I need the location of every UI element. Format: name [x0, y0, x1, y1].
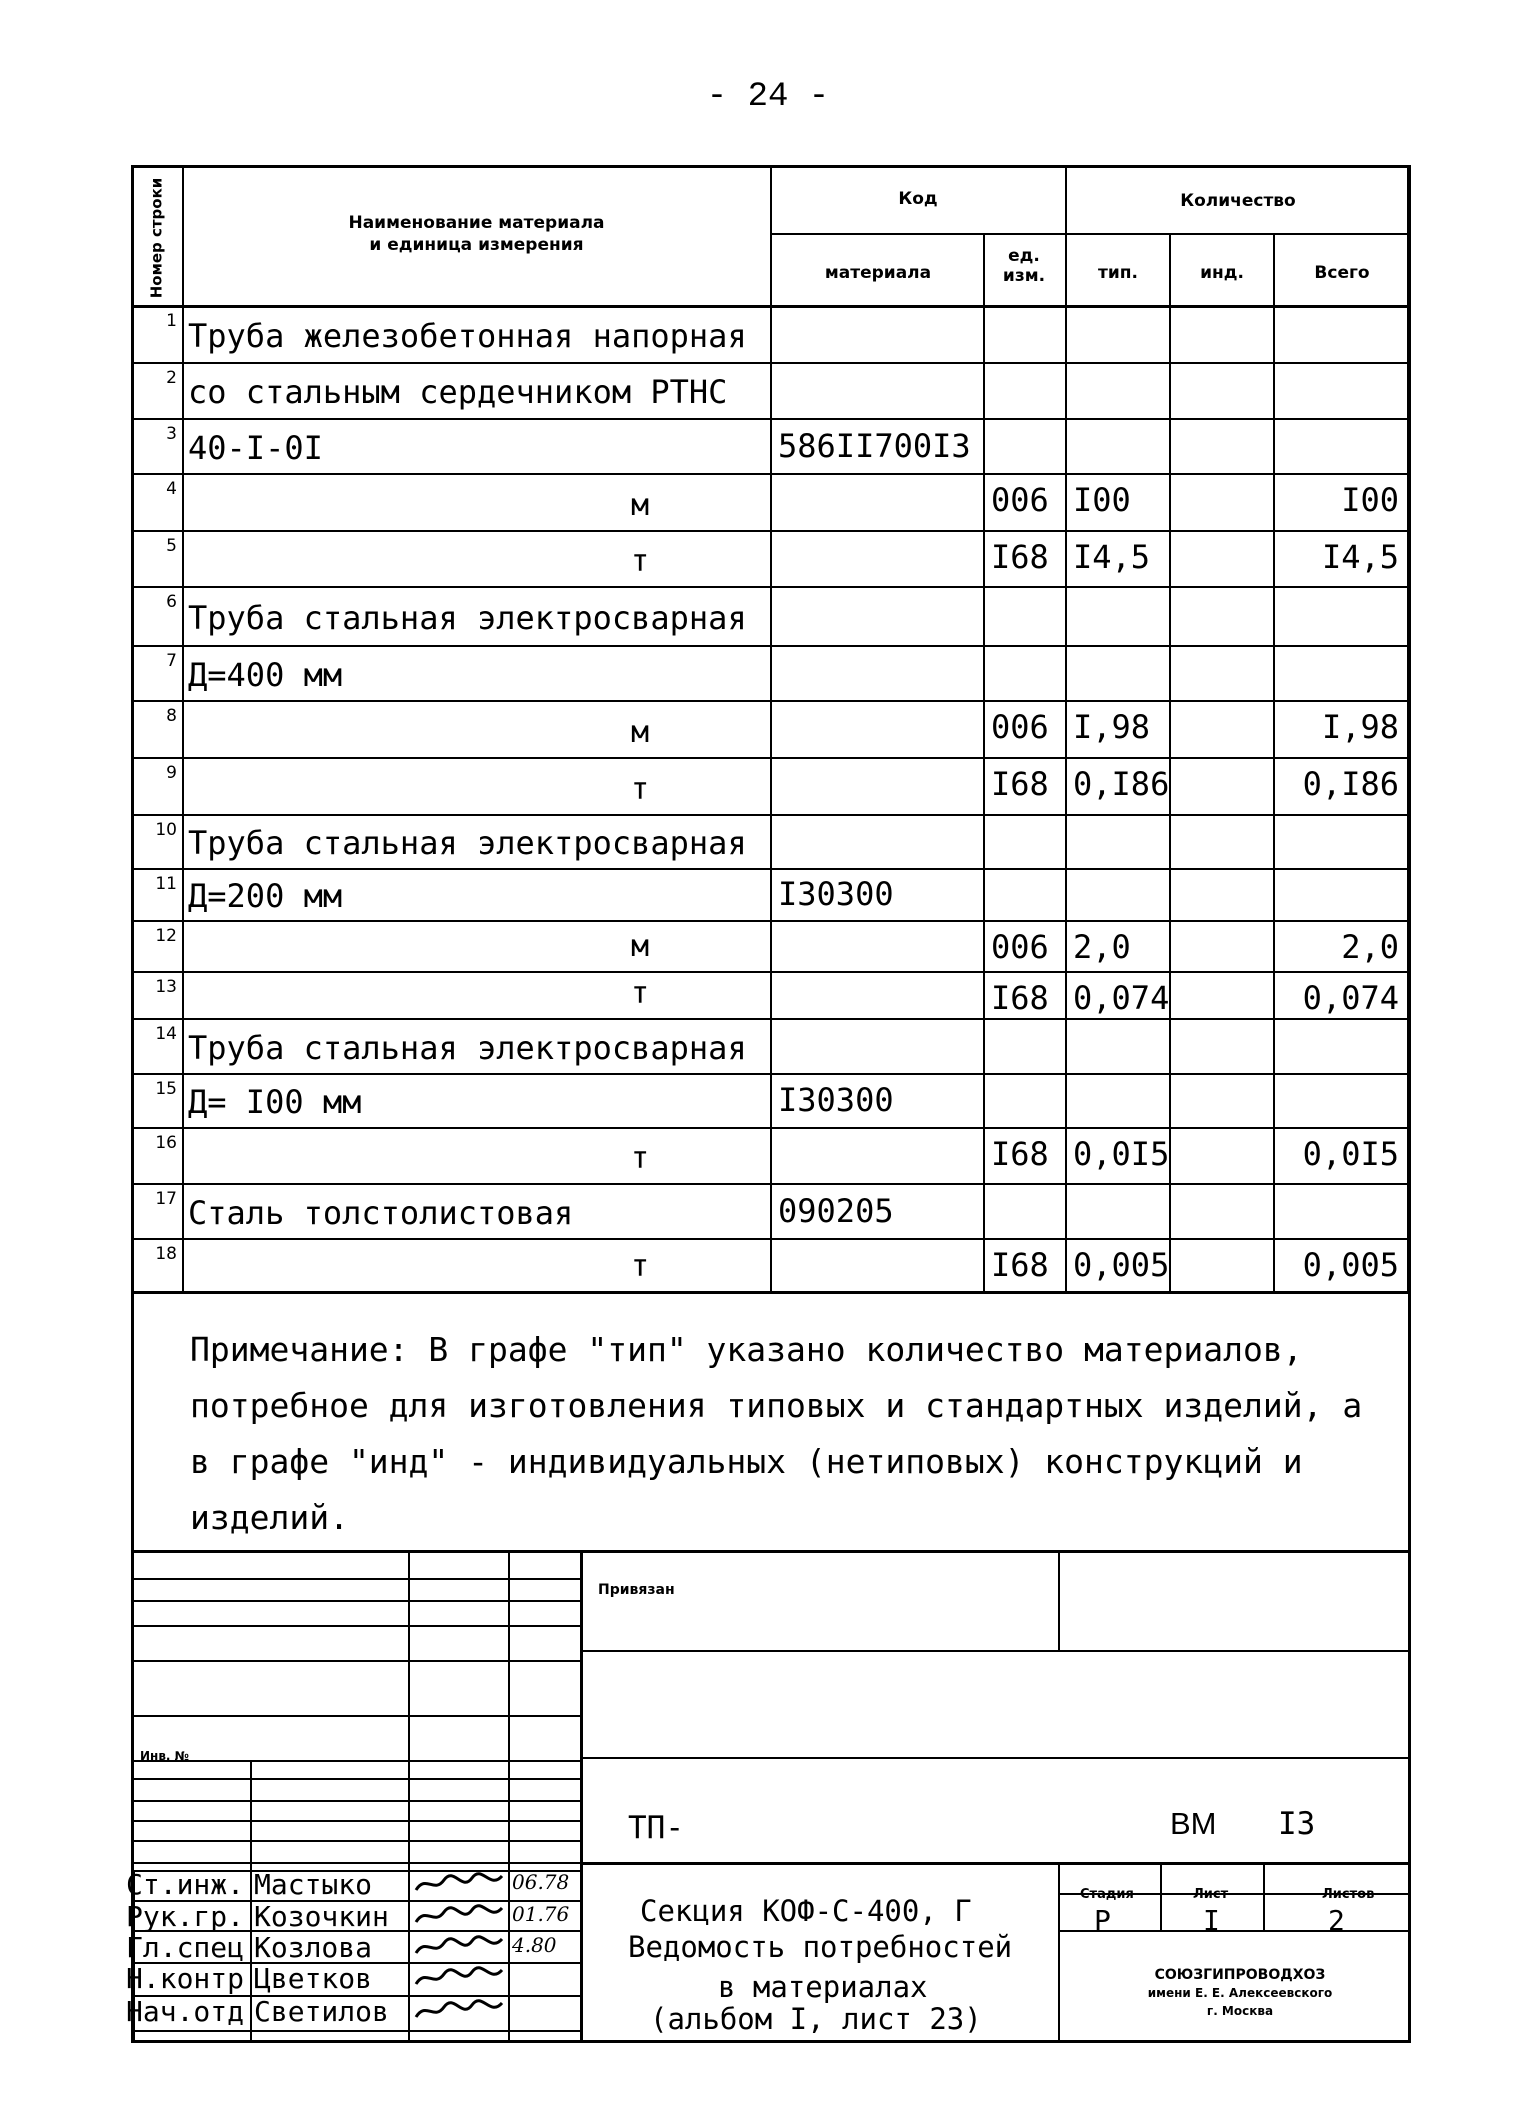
doc-code-mark: ВМ [1170, 1806, 1217, 1841]
qty-type: 0,I86 [1073, 765, 1170, 803]
unit-of-measure: м [630, 929, 650, 964]
grid-line [133, 1550, 580, 1552]
row-number: 18 [155, 1244, 177, 1264]
qty-type: 0,074 [1073, 979, 1170, 1017]
row-number: 3 [166, 424, 177, 444]
grid-line [133, 1660, 580, 1662]
grid-line [770, 168, 772, 1291]
qty-type-header: тип. [1098, 263, 1138, 283]
grid-line [1169, 233, 1171, 1291]
grid-line [133, 1760, 580, 1762]
grid-line [1407, 168, 1409, 1291]
grid-line [133, 362, 1409, 364]
unit-of-measure: т [630, 544, 650, 579]
staff-name: Светилов [254, 1995, 389, 2028]
unit-code: 006 [991, 481, 1049, 519]
staff-role: Ст.инж. [126, 1868, 245, 1901]
grid-line [133, 1840, 580, 1842]
doc-title-line2: Ведомость потребностей [628, 1930, 1013, 1964]
qty-total-header: Всего [1314, 263, 1370, 283]
grid-line [133, 971, 1409, 973]
grid-line [133, 868, 1409, 870]
qty-total: 2,0 [1341, 928, 1399, 966]
staff-name: Цветков [254, 1962, 373, 1995]
grid-line [133, 1291, 1409, 1294]
row-number: 17 [155, 1189, 177, 1209]
qty-total: I,98 [1321, 708, 1399, 746]
code-unit-header: ед. изм. [1002, 246, 1046, 286]
grid-line [1160, 1862, 1162, 1930]
unit-of-measure: м [630, 715, 650, 750]
bound-label: Привязан [598, 1582, 675, 1598]
grid-line [408, 1550, 410, 1870]
qty-type: I00 [1073, 481, 1131, 519]
material-name: Труба стальная электросварная [188, 824, 747, 862]
grid-line [133, 1073, 1409, 1075]
sheets-label: Листов [1322, 1887, 1375, 1902]
grid-line [133, 586, 1409, 588]
qty-total: 0,074 [1302, 979, 1399, 1017]
doc-title-line1: Секция КОФ-С-400, Г [640, 1894, 972, 1928]
qty-type: 0,005 [1073, 1246, 1170, 1284]
row-number: 4 [166, 479, 177, 499]
row-number: 6 [166, 592, 177, 612]
name-header: Наименование материала и единица измерения [348, 213, 605, 255]
material-name: Труба железобетонная напорная [188, 316, 747, 355]
grid-line [133, 1625, 580, 1627]
doc-code-number: I3 [1278, 1806, 1316, 1842]
grid-line [133, 1578, 580, 1580]
row-number: 10 [155, 820, 177, 840]
grid-line [133, 418, 1409, 420]
material-code: I30300 [778, 1081, 894, 1119]
grid-line [580, 1550, 583, 2043]
page-number: - 24 - [706, 78, 830, 116]
code-header: Код [898, 189, 938, 209]
grid-line [133, 1862, 580, 1864]
grid-line [133, 1778, 580, 1780]
unit-of-measure: т [630, 1249, 650, 1284]
sheets-value: 2 [1328, 1904, 1345, 1937]
sheet-label: Лист [1193, 1887, 1229, 1902]
grid-line [133, 1018, 1409, 1020]
handwritten-signature [414, 1904, 504, 1928]
grid-line [133, 1600, 580, 1602]
grid-line [133, 2030, 580, 2032]
qty-type: 0,0I5 [1073, 1135, 1170, 1173]
handwritten-signature [414, 1966, 504, 1990]
grid-line [133, 1715, 580, 1717]
row-number: 2 [166, 368, 177, 388]
row-number: 16 [155, 1133, 177, 1153]
material-code: I30300 [778, 875, 894, 913]
grid-line [133, 1183, 1409, 1185]
quantity-header: Количество [1180, 191, 1296, 211]
material-code: 090205 [778, 1191, 894, 1230]
unit-code: 006 [991, 928, 1049, 966]
grid-line [133, 814, 1409, 816]
grid-line [1058, 1862, 1060, 2043]
org-line1: СОЮЗГИПРОВОДХОЗ [1154, 1967, 1326, 1983]
row-number: 14 [155, 1024, 177, 1044]
grid-line [1058, 1550, 1060, 1650]
unit-of-measure: т [630, 772, 650, 807]
row-number: 11 [155, 874, 177, 894]
grid-line [580, 1757, 1409, 1759]
code-material-header: материала [824, 263, 932, 283]
note-text: Примечание: В графе "тип" указано количество материалов, потребное для изготовления типовых и стандартных изделий, а в графе "инд" - индивидуальных (нетиповых) конструкций и изделий. [190, 1330, 1363, 1537]
handwritten-signature [414, 1999, 504, 2023]
qty-total: I00 [1341, 481, 1399, 519]
signature-date: 4.80 [512, 1933, 557, 1957]
organization-name [1070, 1966, 1410, 2020]
grid-line [1263, 1862, 1265, 1930]
material-name: Д= I00 мм [188, 1083, 362, 1121]
grid-line [133, 700, 1409, 702]
grid-line [1273, 233, 1275, 1291]
grid-line [1065, 168, 1067, 1291]
material-name: 40-I-0I [188, 428, 323, 467]
signature-date: 01.76 [512, 1902, 570, 1926]
row-number: 1 [166, 311, 177, 331]
material-name: со стальным сердечником РТНС [188, 373, 728, 411]
stage-value: Р [1094, 1904, 1111, 1937]
unit-code: I68 [991, 1246, 1049, 1284]
row-number-header: Номер строки [147, 177, 166, 298]
grid-line [133, 1800, 580, 1802]
material-name: Сталь толстолистовая [188, 1193, 574, 1232]
handwritten-signature [414, 1935, 504, 1959]
staff-name: Мастыко [254, 1868, 373, 1901]
material-name: Д=200 мм [188, 877, 343, 915]
unit-code: I68 [991, 538, 1049, 576]
grid-line [983, 233, 985, 1291]
staff-name: Козочкин [254, 1900, 389, 1933]
grid-line [133, 920, 1409, 922]
staff-role: Гл.спец [126, 1931, 245, 1964]
row-number: 13 [155, 977, 177, 997]
stage-label: Стадия [1080, 1887, 1134, 1902]
grid-line [133, 645, 1409, 647]
unit-code: I68 [991, 1135, 1049, 1173]
unit-code: I68 [991, 979, 1049, 1017]
qty-type: I4,5 [1073, 538, 1151, 576]
unit-of-measure: т [630, 976, 650, 1011]
qty-total: 0,0I5 [1302, 1135, 1399, 1173]
grid-line [133, 757, 1409, 759]
material-name: Д=400 мм [188, 655, 343, 694]
unit-code: 006 [991, 708, 1049, 746]
doc-title-line4: (альбом I, лист 23) [650, 2002, 982, 2036]
row-number: 9 [166, 763, 177, 783]
material-code: 586II700I3 [778, 426, 971, 465]
staff-name: Козлова [254, 1931, 373, 1964]
staff-role: Нач.отд [126, 1995, 245, 2028]
inventory-number-label: Инв. № [140, 1749, 190, 1763]
grid-line [133, 1127, 1409, 1129]
doc-title-line3: в материалах [718, 1970, 928, 2004]
grid-line [580, 1862, 1409, 1865]
qty-type: 2,0 [1073, 928, 1131, 966]
grid-line [182, 168, 184, 1291]
qty-total: I4,5 [1321, 538, 1399, 576]
qty-total: 0,005 [1302, 1246, 1399, 1284]
grid-line [133, 473, 1409, 475]
row-number: 8 [166, 706, 177, 726]
grid-line [408, 1870, 410, 2043]
qty-total: 0,I86 [1302, 765, 1399, 803]
handwritten-signature [414, 1872, 504, 1896]
row-number: 12 [155, 926, 177, 946]
staff-role: Н.контр [126, 1962, 245, 1995]
row-number: 5 [166, 536, 177, 556]
staff-role: Рук.гр. [126, 1900, 245, 1933]
grid-line [508, 1870, 510, 2043]
qty-type: I,98 [1073, 708, 1151, 746]
signature-date: 06.78 [512, 1870, 570, 1894]
grid-line [508, 1550, 510, 1870]
org-line3: г. Москва [1206, 2004, 1274, 2018]
unit-of-measure: м [630, 488, 650, 523]
unit-of-measure: т [630, 1141, 650, 1176]
qty-ind-header: инд. [1200, 263, 1244, 283]
sheet-value: I [1203, 1904, 1220, 1937]
grid-line [133, 1820, 580, 1822]
grid-line [580, 1650, 1409, 1652]
doc-code-prefix: ТП- [628, 1810, 684, 1846]
grid-line [133, 530, 1409, 532]
org-line2: имени Е. Е. Алексеевского [1147, 1986, 1333, 2000]
row-number: 15 [155, 1079, 177, 1099]
material-name: Труба стальная электросварная [188, 598, 747, 637]
row-number: 7 [166, 651, 177, 671]
grid-line [770, 233, 1409, 235]
unit-code: I68 [991, 765, 1049, 803]
material-name: Труба стальная электросварная [188, 1028, 747, 1067]
grid-line [133, 1238, 1409, 1240]
